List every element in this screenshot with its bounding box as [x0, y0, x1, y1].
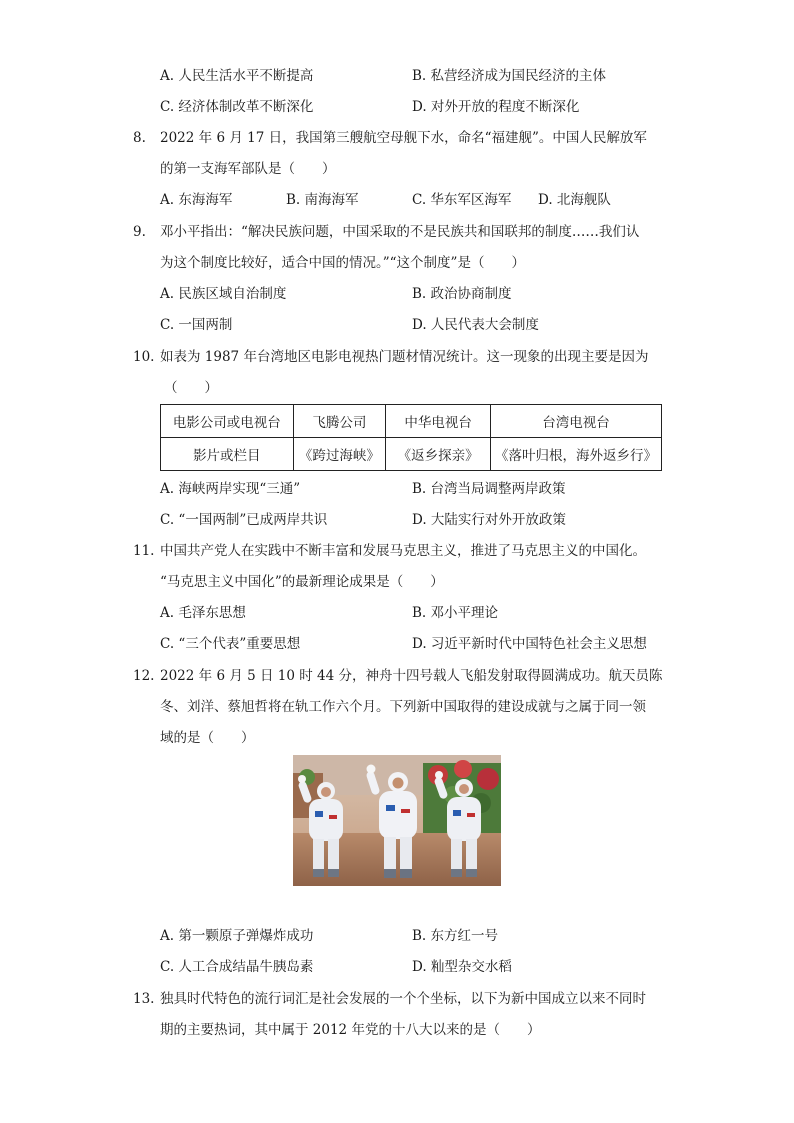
q10-option-d: D. 大陆实行对外开放政策	[412, 512, 566, 528]
film-topics-table	[160, 404, 662, 471]
q8-option-c: C. 华东军区海军	[412, 192, 512, 208]
q12-option-b: B. 东方红一号	[412, 928, 499, 944]
table-cell: 影片或栏目	[161, 438, 294, 471]
q10-option-c: C. “一国两制”已成两岸共识	[160, 512, 328, 528]
q11-option-c: C. “三个代表”重要思想	[160, 636, 301, 652]
q9-option-d: D. 人民代表大会制度	[412, 317, 539, 333]
table-cell: 《跨过海峡》	[293, 438, 386, 471]
q12-option-a: A. 第一颗原子弹爆炸成功	[160, 928, 314, 944]
q11-stem-line-1: 中国共产党人在实践中不断丰富和发展马克思主义，推进了马克思主义的中国化。	[160, 543, 646, 559]
astronauts-photo	[293, 755, 501, 886]
q12-stem-line-1: 2022 年 6 月 5 日 10 时 44 分，神舟十四号载人飞船发射取得圆满成功。航天员陈	[160, 668, 663, 684]
q10-number: 10.	[133, 349, 155, 365]
q11-option-a: A. 毛泽东思想	[160, 605, 246, 621]
q11-option-d: D. 习近平新时代中国特色社会主义思想	[412, 636, 647, 652]
q9-option-a: A. 民族区域自治制度	[160, 286, 287, 302]
table-row	[161, 438, 662, 471]
q9-stem-line-2: 为这个制度比较好，适合中国的情况。”“这个制度”是（ ）	[160, 255, 525, 271]
q12-stem-line-3: 域的是（ ）	[160, 730, 255, 746]
q11-option-b: B. 邓小平理论	[412, 605, 499, 621]
q8-stem-line-2: 的第一支海军部队是（ ）	[160, 161, 336, 177]
q13-number: 13.	[133, 991, 155, 1007]
q12-option-c: C. 人工合成结晶牛胰岛素	[160, 959, 314, 975]
q10-option-a: A. 海峡两岸实现“三通”	[160, 481, 301, 497]
q9-number: 9.	[133, 224, 146, 240]
q12-option-d: D. 籼型杂交水稻	[412, 959, 512, 975]
q7-option-c: C. 经济体制改革不断深化	[160, 99, 314, 115]
q8-option-d: D. 北海舰队	[538, 192, 611, 208]
q7-option-b: B. 私营经济成为国民经济的主体	[412, 68, 607, 84]
table-cell: 《落叶归根，海外返乡行》	[491, 438, 662, 471]
q12-number: 12.	[133, 668, 155, 684]
q8-option-b: B. 南海海军	[286, 192, 359, 208]
q11-number: 11.	[133, 543, 155, 559]
q13-stem-line-1: 独具时代特色的流行词汇是社会发展的一个个坐标，以下为新中国成立以来不同时	[160, 991, 646, 1007]
q13-stem-line-2: 期的主要热词，其中属于 2012 年党的十八大以来的是（ ）	[160, 1022, 541, 1038]
table-header-cell: 中华电视台	[386, 405, 491, 438]
q8-stem-line-1: 2022 年 6 月 17 日，我国第三艘航空母舰下水，命名“福建舰”。中国人民解放军	[160, 130, 647, 146]
q8-option-a: A. 东海海军	[160, 192, 233, 208]
q11-stem-line-2: “马克思主义中国化”的最新理论成果是（ ）	[160, 574, 444, 590]
q9-stem-line-1: 邓小平指出：“解决民族问题，中国采取的不是民族共和国联邦的制度……我们认	[160, 224, 640, 240]
table-header-cell: 飞腾公司	[293, 405, 386, 438]
q10-stem-line-2: （ ）	[164, 380, 218, 396]
table-header-cell: 电影公司或电视台	[161, 405, 294, 438]
table-cell: 《返乡探亲》	[386, 438, 491, 471]
table-header-row	[161, 405, 662, 438]
q12-stem-line-2: 冬、刘洋、蔡旭哲将在轨工作六个月。下列新中国取得的建设成就与之属于同一领	[160, 699, 646, 715]
table-header-cell: 台湾电视台	[491, 405, 662, 438]
q9-option-b: B. 政治协商制度	[412, 286, 512, 302]
q8-number: 8.	[133, 130, 146, 146]
q9-option-c: C. 一国两制	[160, 317, 233, 333]
q10-stem-line-1: 如表为 1987 年台湾地区电影电视热门题材情况统计。这一现象的出现主要是因为	[160, 349, 649, 365]
q7-option-d: D. 对外开放的程度不断深化	[412, 99, 580, 115]
q7-option-a: A. 人民生活水平不断提高	[160, 68, 314, 84]
q10-option-b: B. 台湾当局调整两岸政策	[412, 481, 566, 497]
